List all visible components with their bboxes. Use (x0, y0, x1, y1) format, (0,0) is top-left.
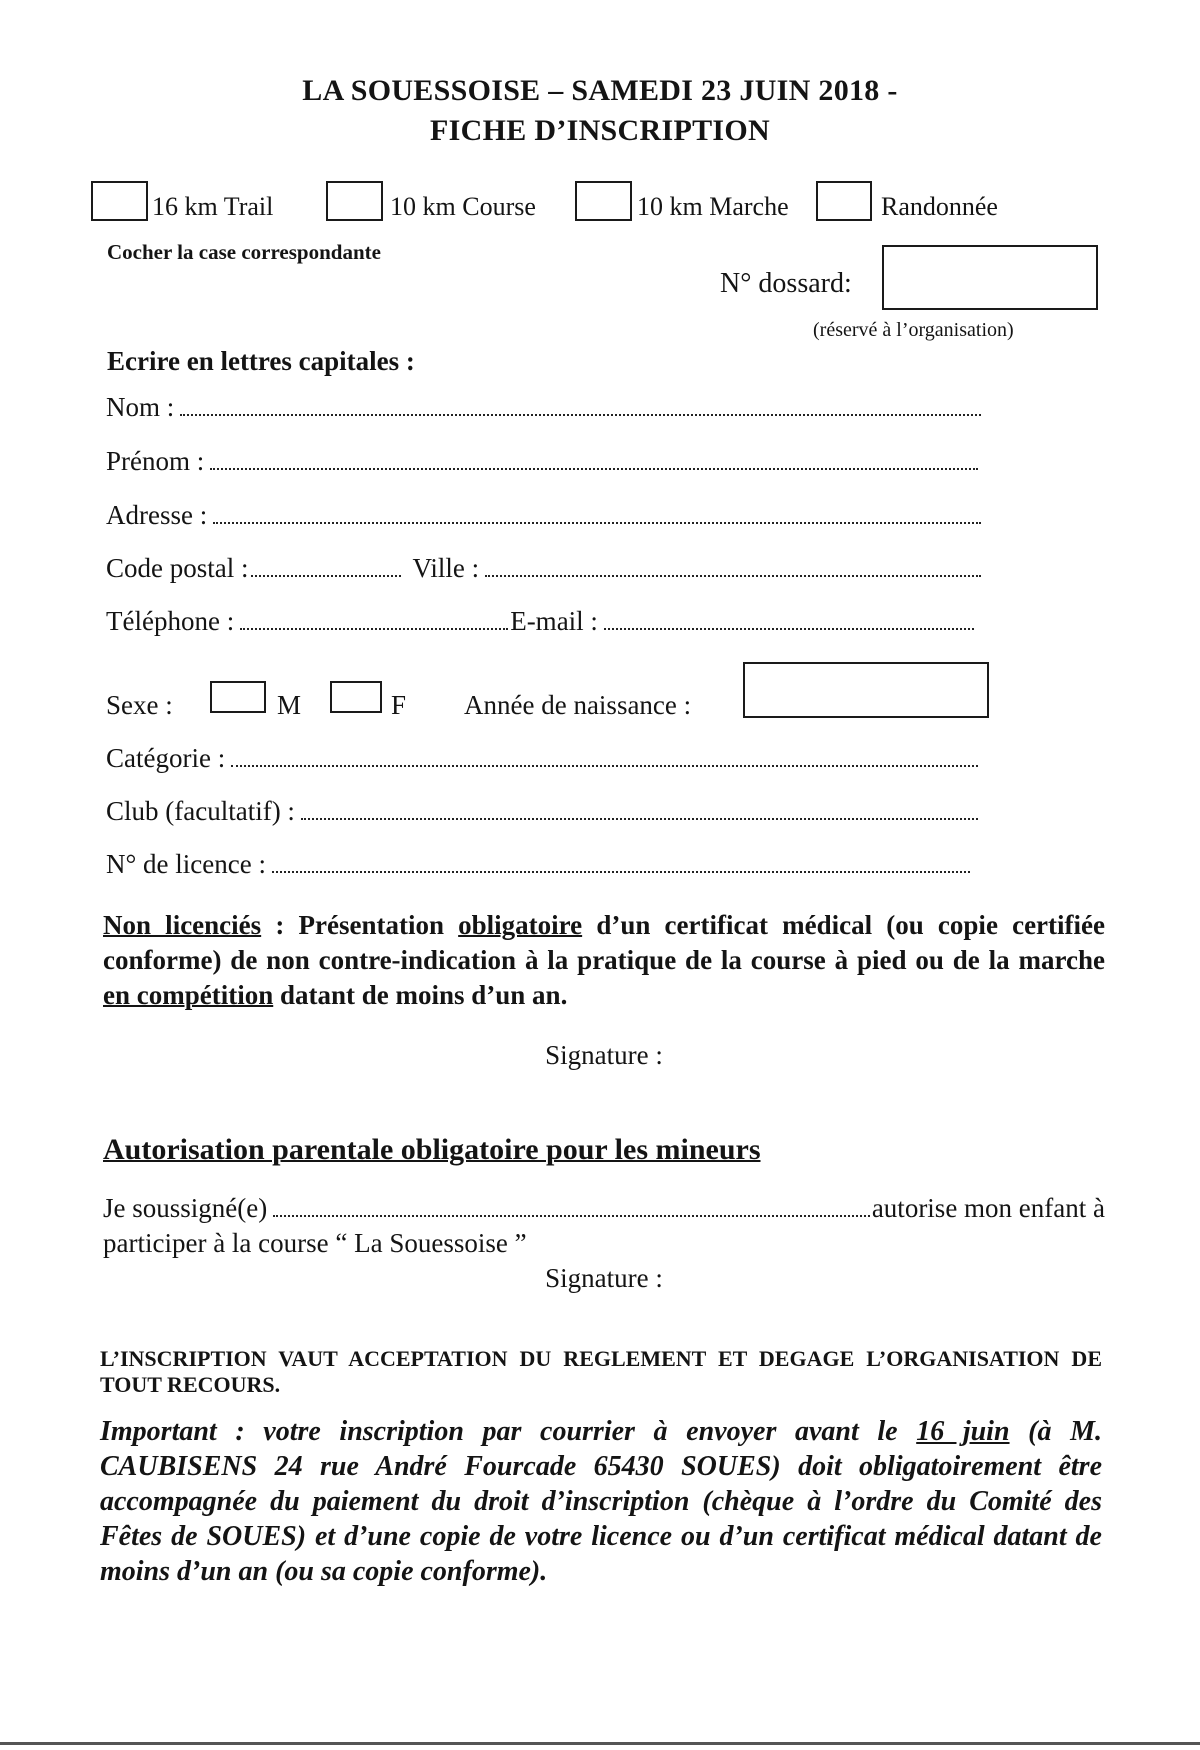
checkbox-10km-course[interactable] (326, 181, 383, 221)
sexe-m-label: M (277, 690, 302, 720)
field-nom-label: Nom : (106, 392, 175, 422)
label-16km-trail: 16 km Trail (152, 192, 274, 221)
form-title-line2: FICHE D’INSCRIPTION (430, 114, 770, 147)
field-email-dots (604, 627, 974, 630)
important-text-1: : votre inscription par courrier à envoyer avant le (216, 1416, 917, 1447)
dossard-label: N° dossard: (720, 268, 852, 299)
field-ville-dots (485, 574, 981, 577)
obligatoire-emphasis: obligatoire (458, 910, 583, 940)
parental-line2: participer à la course “ La Souessoise ” (103, 1228, 527, 1258)
checkbox-sexe-f[interactable] (330, 681, 382, 713)
field-adresse-label: Adresse : (106, 500, 208, 530)
check-hint: Cocher la case correspondante (107, 240, 381, 264)
field-club-label: Club (facultatif) : (106, 796, 295, 826)
annee-box[interactable] (743, 662, 989, 718)
label-randonnee: Randonnée (881, 192, 998, 221)
field-club-dots (301, 817, 978, 820)
field-email-label: E-mail : (510, 606, 598, 636)
parental-signature-label: Signature : (545, 1263, 663, 1293)
signature-label: Signature : (545, 1040, 663, 1070)
field-code-postal-dots (251, 574, 401, 577)
dossard-box[interactable] (882, 245, 1098, 310)
checkbox-sexe-m[interactable] (210, 681, 266, 713)
important-lead: Important (100, 1416, 217, 1447)
field-prenom-dots (210, 467, 978, 470)
competition-emphasis: en compétition (103, 980, 274, 1010)
field-telephone-label: Téléphone : (106, 606, 235, 636)
dossard-note: (réservé à l’organisation) (813, 319, 1014, 341)
field-adresse[interactable] (106, 500, 983, 534)
field-prenom-label: Prénom : (106, 446, 205, 476)
non-licencies-text-3: datant de moins d’un an. (273, 980, 568, 1010)
label-10km-marche: 10 km Marche (637, 192, 789, 221)
field-licence[interactable] (106, 849, 972, 883)
field-ville-label: Ville : (412, 553, 480, 583)
field-adresse-dots (213, 521, 981, 524)
non-licencies-text-1: : Présentation (261, 910, 459, 940)
field-nom-dots (180, 413, 981, 416)
non-licencies-notice (103, 908, 1105, 1013)
non-licencies-lead: Non licenciés (103, 910, 262, 940)
checkbox-randonnee[interactable] (816, 181, 872, 221)
non-licencies-text-2: d’un certificat médical (ou copie certifiée conforme) de non contre-indication à la pratique de la course à pied ou de la marche (103, 910, 1105, 975)
field-code-postal-label: Code postal : (106, 553, 249, 583)
sexe-f-label: F (391, 690, 407, 720)
field-telephone-email[interactable] (106, 606, 976, 640)
parental-consent-line[interactable] (103, 1193, 1105, 1227)
parental-name-dots (273, 1214, 870, 1217)
important-notice (100, 1414, 1102, 1589)
label-10km-course: 10 km Course (390, 192, 536, 221)
parental-autorise-label: autorise mon enfant à (871, 1193, 1105, 1223)
parental-je-label: Je soussigné(e) (103, 1193, 268, 1223)
deadline-date: 16 juin (916, 1416, 1010, 1447)
field-nom[interactable] (106, 392, 983, 426)
field-club[interactable] (106, 796, 980, 830)
field-licence-label: N° de licence : (106, 849, 266, 879)
checkbox-16km-trail[interactable] (91, 181, 148, 221)
bottom-rule (0, 1742, 1200, 1745)
field-telephone-dots (240, 627, 508, 630)
field-categorie-label: Catégorie : (106, 743, 226, 773)
parental-title: Autorisation parentale obligatoire pour les mineurs (103, 1133, 761, 1166)
field-categorie[interactable] (106, 743, 980, 777)
capitals-heading: Ecrire en lettres capitales : (107, 346, 415, 376)
annee-label: Année de naissance : (464, 690, 692, 720)
field-licence-dots (272, 870, 970, 873)
acceptance-notice: L’INSCRIPTION VAUT ACCEPTATION DU REGLEMENT ET DEGAGE L’ORGANISATION DE TOUT RECOURS. (100, 1346, 1102, 1397)
field-categorie-dots (231, 764, 978, 767)
checkbox-10km-marche[interactable] (575, 181, 632, 221)
important-text-2: (à M. CAUBISENS 24 rue André Fourcade 65430 SOUES) doit obligatoirement être accompagnée du paiement du droit d’inscription (chèque à l’ordre du Comité des Fêtes de SOUES) et d’une copie de votre licence ou d’un certificat médical datant de moins d’un an (ou sa copie conforme). (100, 1416, 1102, 1587)
sexe-label: Sexe : (106, 690, 173, 720)
field-prenom[interactable] (106, 446, 980, 480)
field-code-postal-ville[interactable] (106, 553, 983, 587)
form-title-line1: LA SOUESSOISE – SAMEDI 23 JUIN 2018 - (302, 74, 898, 107)
